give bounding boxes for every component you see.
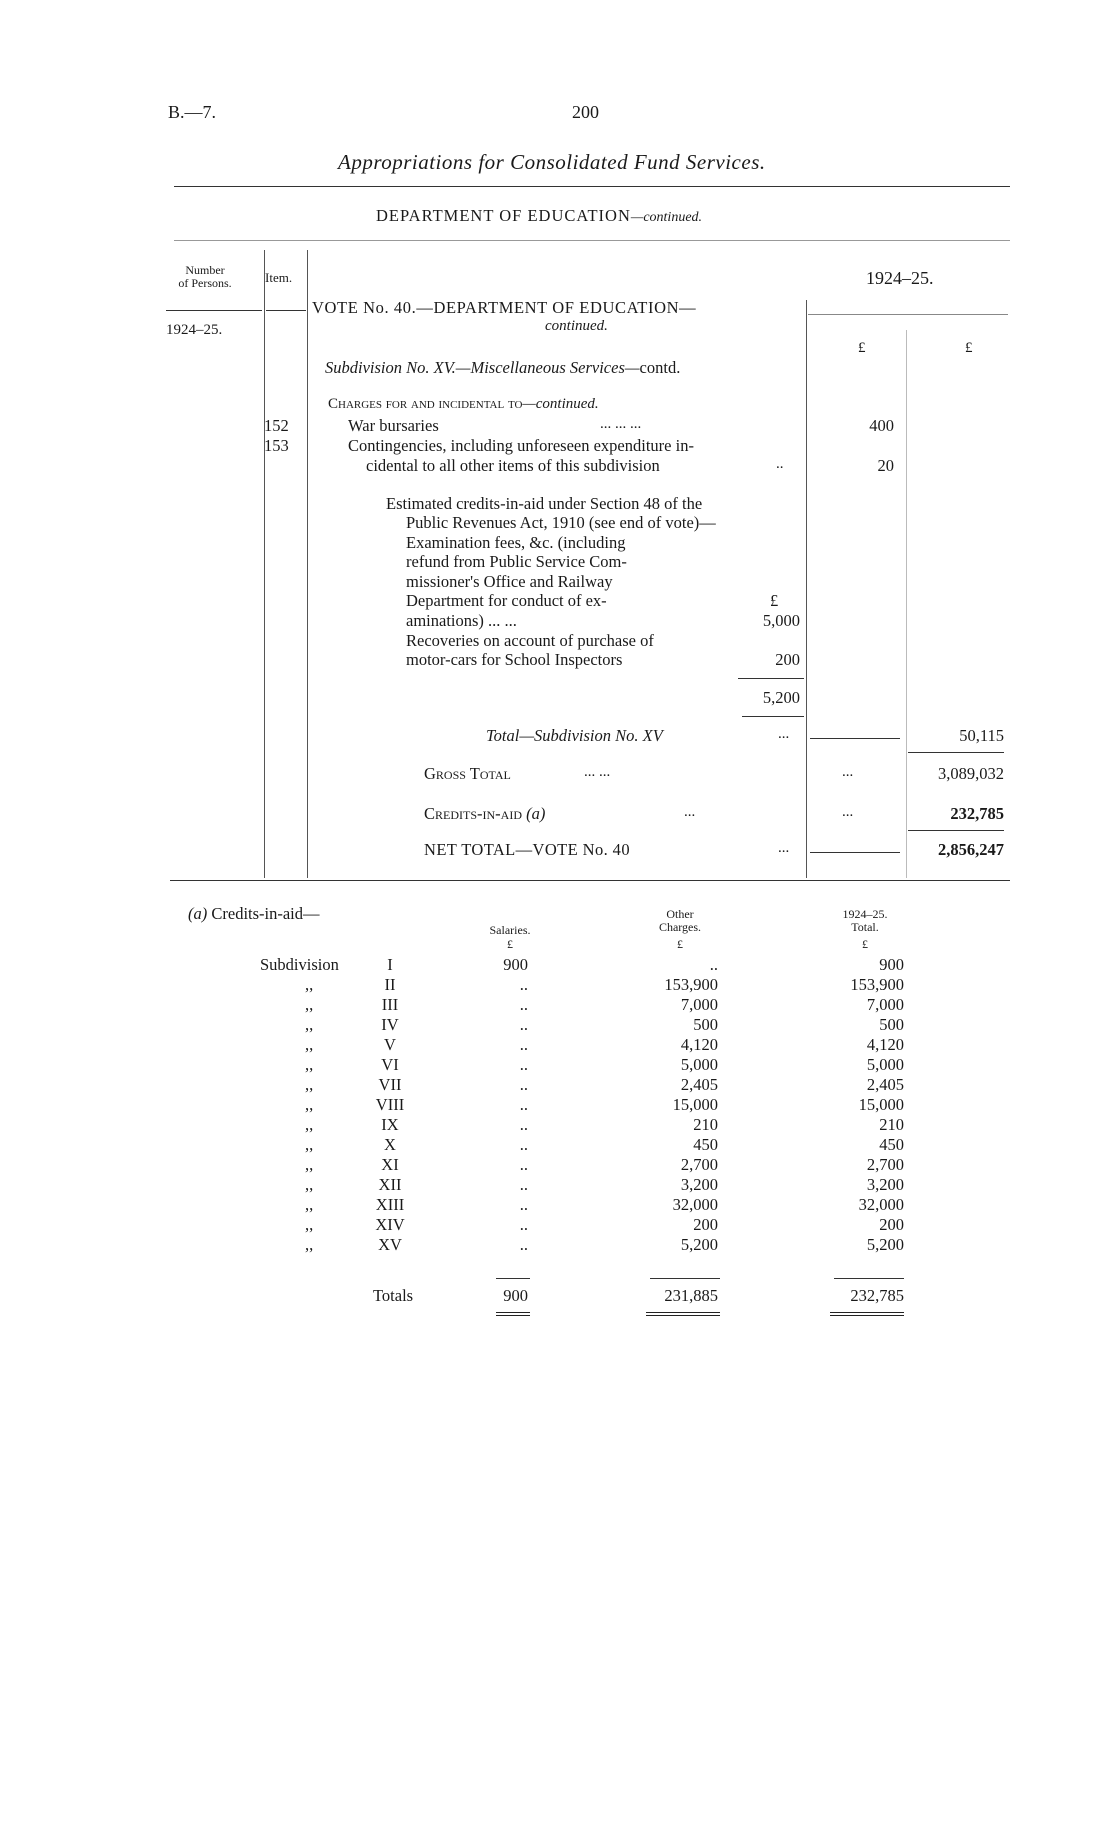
exam-pound: £ [770, 591, 779, 610]
ditto-mark: ,, [305, 1115, 314, 1134]
item-description-cont: cidental to all other items of this subdivision [366, 456, 660, 475]
exam-line: missioner's Office and Railway [406, 572, 613, 591]
item-leader-dots: .. [776, 456, 784, 472]
item-description: War bursaries [348, 416, 439, 435]
pound-head-2: £ [965, 340, 973, 356]
total-cell: 500 [879, 1015, 904, 1034]
total-head [820, 908, 910, 934]
ditto-mark: ,, [305, 1235, 314, 1254]
gross-rule [908, 752, 1004, 753]
other-charges-cell: 2,405 [680, 1075, 718, 1094]
item-head: Item. [265, 270, 293, 285]
other-charges-cell: 15,000 [672, 1095, 718, 1114]
other-charges-cell: 3,200 [680, 1175, 718, 1194]
total-head-line-2: Total. [851, 920, 879, 935]
other-charges-cell: 4,120 [680, 1035, 718, 1054]
credits-in-aid-dots: ... [684, 804, 696, 820]
salaries-cell: .. [519, 1095, 528, 1114]
total-sum-rule [834, 1278, 904, 1279]
total-cell: 4,120 [866, 1035, 904, 1054]
subdivision-total-rule [810, 738, 900, 739]
other-sum-rule [650, 1278, 720, 1279]
title-rule [174, 186, 1010, 187]
total-cell: 450 [879, 1135, 904, 1154]
rule-inner [806, 470, 807, 730]
totals-row-label: Totals [373, 1286, 414, 1305]
exam-line: refund from Public Service Com- [406, 552, 627, 571]
ditto-mark: ,, [305, 1195, 314, 1214]
gross-total-label: Gross Total [424, 764, 511, 783]
credits-in-aid-line [424, 804, 545, 824]
salaries-cell: 900 [503, 955, 528, 974]
net-total-amount: 2,856,247 [938, 840, 1004, 859]
subdivision-heading [325, 358, 680, 378]
total-cell: 2,700 [866, 1155, 904, 1174]
total-cell: 15,000 [858, 1095, 904, 1114]
year-right-head: 1924–25. [866, 268, 934, 288]
credits-sum-rule-2 [742, 716, 804, 717]
total-double-rule [830, 1312, 904, 1316]
other-charges-cell: 2,700 [680, 1155, 718, 1174]
totals-total: 232,785 [850, 1286, 904, 1305]
total-cell: 900 [879, 955, 904, 974]
subdivision-numeral: VII [378, 1075, 402, 1094]
other-charges-cell: 210 [693, 1115, 718, 1134]
subdivision-contd: contd. [639, 358, 681, 377]
charges-heading [328, 396, 599, 413]
credits-sum-rule [738, 678, 804, 679]
subdivision-total-label: Total—Subdivision No. XV [486, 726, 663, 745]
subdivision-numeral: XII [378, 1175, 402, 1194]
other-head-line-2: Charges. [658, 920, 702, 935]
item-leader-dots: ... ... ... [600, 416, 642, 432]
item-number: 152 [264, 416, 289, 435]
total-cell: 210 [879, 1115, 904, 1134]
gross-total-amount: 3,089,032 [938, 764, 1004, 783]
total-cell: 7,000 [866, 995, 904, 1014]
subdivision-word: Subdivision [260, 955, 339, 974]
head-sep-persons [166, 310, 262, 311]
subdivision-total-amount: 50,115 [959, 726, 1004, 745]
item-amount: 20 [877, 456, 894, 475]
number-persons-head [160, 264, 250, 290]
department-suffix: —continued. [630, 210, 703, 225]
subdivision-numeral: II [384, 975, 396, 994]
total-cell: 5,200 [866, 1235, 904, 1254]
total-cell: 153,900 [850, 975, 904, 994]
other-charges-cell: 5,200 [680, 1235, 718, 1254]
other-charges-cell: 153,900 [664, 975, 718, 994]
salaries-sum-rule [496, 1278, 530, 1279]
total-cell: 2,405 [866, 1075, 904, 1094]
salaries-cell: .. [519, 1015, 528, 1034]
ditto-mark: ,, [305, 1055, 314, 1074]
other-pound: £ [677, 937, 683, 951]
total-head-line-1: 1924–25. [842, 907, 888, 921]
document-reference: B.—7. [168, 102, 217, 122]
salaries-cell: .. [519, 1075, 528, 1094]
subdivision-numeral: XIV [375, 1215, 405, 1234]
salaries-cell: .. [519, 975, 528, 994]
subdivision-numeral: III [381, 995, 399, 1014]
credits-sum: 5,200 [762, 688, 800, 707]
total-cell: 3,200 [866, 1175, 904, 1194]
ditto-mark: ,, [305, 1035, 314, 1054]
rule-amount-2 [906, 330, 907, 878]
total-cell: 5,000 [866, 1055, 904, 1074]
rule-left-persons [264, 250, 265, 878]
ditto-mark: ,, [305, 1135, 314, 1154]
footnote-prefix: (a) [188, 904, 208, 923]
year-left-head: 1924–25. [166, 322, 223, 338]
charges-continued: —continued. [522, 396, 599, 412]
other-double-rule [646, 1312, 720, 1316]
salaries-cell: .. [519, 1115, 528, 1134]
subdivision-total-dots: ... [778, 726, 790, 742]
heading-rule [174, 240, 1010, 241]
credits-in-aid-dots-2: ... [842, 804, 854, 820]
ditto-mark: ,, [305, 1095, 314, 1114]
other-charges-cell: 200 [693, 1215, 718, 1234]
other-charges-head [630, 908, 730, 934]
net-total-dots: ... [778, 840, 790, 856]
other-charges-cell: 7,000 [680, 995, 718, 1014]
exam-line: Examination fees, &c. (including [406, 533, 626, 552]
head-sep-year [808, 314, 1008, 315]
total-cell: 200 [879, 1215, 904, 1234]
charges-label: Charges for and incidental to [328, 396, 523, 412]
exam-line: aminations) ... ... [406, 611, 517, 630]
ditto-mark: ,, [305, 1075, 314, 1094]
subdivision-italic: Subdivision No. XV.—Miscellaneous Services— [325, 358, 640, 377]
item-description: Contingencies, including unforeseen expenditure in- [348, 436, 694, 455]
table-bottom-rule [170, 880, 1010, 881]
footnote-title: Credits-in-aid— [211, 904, 320, 923]
total-cell: 32,000 [858, 1195, 904, 1214]
ditto-mark: ,, [305, 1015, 314, 1034]
subdivision-numeral: V [384, 1035, 396, 1054]
subdivision-numeral: VIII [375, 1095, 405, 1114]
item-number: 153 [264, 436, 289, 455]
other-charges-cell: .. [709, 955, 718, 974]
motor-amount: 200 [775, 650, 800, 669]
vote-title: VOTE No. 40.—DEPARTMENT OF EDUCATION— [312, 298, 697, 317]
salaries-cell: .. [519, 1135, 528, 1154]
salaries-head: Salaries. [489, 923, 531, 937]
number-persons-line-2: of Persons. [178, 276, 232, 291]
subdivision-numeral: VI [381, 1055, 399, 1074]
other-charges-cell: 500 [693, 1015, 718, 1034]
exam-line: Department for conduct of ex- [406, 591, 607, 610]
subdivision-numeral: XI [381, 1155, 399, 1174]
department-main: DEPARTMENT OF EDUCATION [376, 206, 631, 225]
credits-intro-1: Estimated credits-in-aid under Section 48 of the [386, 494, 703, 513]
ditto-mark: ,, [305, 995, 314, 1014]
subdivision-numeral: XV [378, 1235, 402, 1254]
salaries-cell: .. [519, 1035, 528, 1054]
total-pound: £ [862, 937, 868, 951]
subdivision-numeral: IV [381, 1015, 399, 1034]
motor-line: motor-cars for School Inspectors [406, 650, 623, 669]
net-rule [908, 830, 1004, 831]
salaries-cell: .. [519, 1195, 528, 1214]
other-charges-cell: 450 [693, 1135, 718, 1154]
salaries-cell: .. [519, 1235, 528, 1254]
subdivision-numeral: I [387, 955, 393, 974]
net-total-rule [810, 852, 900, 853]
gross-total-dots-2: ... [842, 764, 854, 780]
credits-intro-2: Public Revenues Act, 1910 (see end of vote)— [406, 513, 716, 532]
ditto-mark: ,, [305, 1155, 314, 1174]
gross-total-dots: ... ... [584, 764, 611, 780]
head-sep-item [266, 310, 306, 311]
subdivision-numeral: IX [381, 1115, 399, 1134]
salaries-double-rule [496, 1312, 530, 1316]
net-total-label: NET TOTAL—VOTE No. 40 [424, 840, 630, 859]
salaries-cell: .. [519, 1055, 528, 1074]
motor-line: Recoveries on account of purchase of [406, 631, 654, 650]
salaries-pound: £ [507, 937, 513, 951]
ditto-mark: ,, [305, 1215, 314, 1234]
page-title: Appropriations for Consolidated Fund Services. [338, 150, 766, 174]
footnote-label [188, 904, 320, 924]
credits-in-aid-note: (a) [526, 804, 546, 823]
exam-amount: 5,000 [762, 611, 800, 630]
department-heading [376, 206, 702, 226]
subdivision-numeral: XIII [375, 1195, 405, 1214]
salaries-cell: .. [519, 995, 528, 1014]
item-amount: 400 [869, 416, 894, 435]
subdivision-numeral: X [384, 1135, 396, 1154]
pound-head-1: £ [858, 340, 866, 356]
credits-in-aid-label: Credits-in-aid [424, 804, 522, 823]
salaries-cell: .. [519, 1155, 528, 1174]
credits-in-aid-amount: 232,785 [950, 804, 1004, 823]
vote-continued: continued. [545, 318, 608, 334]
number-persons-line-1: Number [185, 263, 225, 277]
totals-other: 231,885 [664, 1286, 718, 1305]
rule-left-item [307, 250, 308, 878]
salaries-cell: .. [519, 1175, 528, 1194]
page-number: 200 [572, 102, 599, 122]
salaries-cell: .. [519, 1215, 528, 1234]
totals-salaries: 900 [503, 1286, 528, 1305]
other-charges-cell: 32,000 [672, 1195, 718, 1214]
ditto-mark: ,, [305, 975, 314, 994]
other-charges-cell: 5,000 [680, 1055, 718, 1074]
ditto-mark: ,, [305, 1175, 314, 1194]
other-head-line-1: Other [666, 907, 694, 921]
